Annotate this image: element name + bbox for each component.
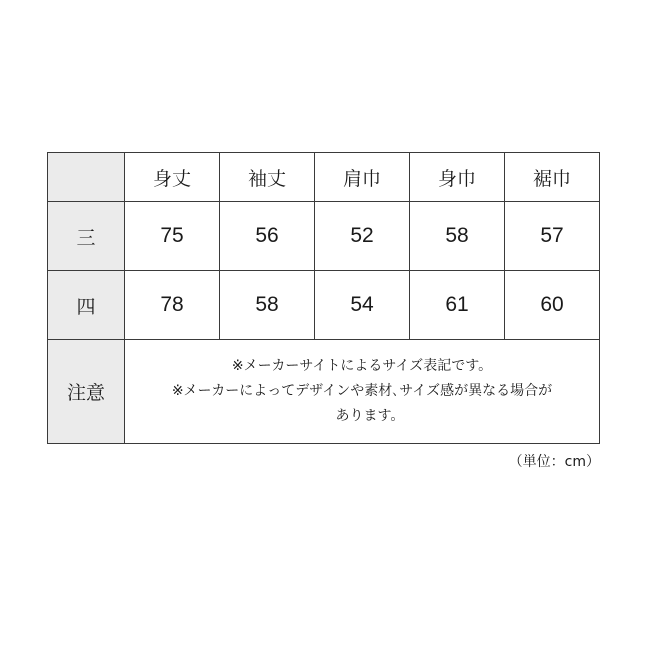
- table-cell: 54: [315, 271, 410, 340]
- header-body-length: 身丈: [125, 153, 220, 202]
- table-row: [48, 202, 600, 271]
- table-header-row: [48, 153, 600, 202]
- note-label: 注意: [48, 340, 125, 444]
- header-shoulder-width: 肩巾: [315, 153, 410, 202]
- table-cell: 52: [315, 202, 410, 271]
- size-table: [47, 152, 600, 444]
- table-cell: 56: [220, 202, 315, 271]
- header-hem-width: 裾巾: [505, 153, 600, 202]
- note-cell: [125, 340, 600, 444]
- unit-note: （単位：cm）: [508, 454, 600, 470]
- note-row: [48, 340, 600, 444]
- note-line: ※メーカーサイトによるサイズ表記です。: [231, 358, 493, 374]
- table-cell: 78: [125, 271, 220, 340]
- table-cell: 75: [125, 202, 220, 271]
- table-cell: 60: [505, 271, 600, 340]
- table-cell: 58: [220, 271, 315, 340]
- header-body-width: 身巾: [410, 153, 505, 202]
- note-line: あります。: [335, 408, 405, 424]
- table-row: [48, 271, 600, 340]
- row-label: 三: [48, 202, 125, 271]
- note-line: ※メーカーによってデザインや素材､サイズ感が異なる場合が: [171, 383, 553, 399]
- row-label: 四: [48, 271, 125, 340]
- table-cell: 58: [410, 202, 505, 271]
- table-cell: 61: [410, 271, 505, 340]
- header-sleeve-length: 袖丈: [220, 153, 315, 202]
- corner-cell: [48, 153, 125, 202]
- table-cell: 57: [505, 202, 600, 271]
